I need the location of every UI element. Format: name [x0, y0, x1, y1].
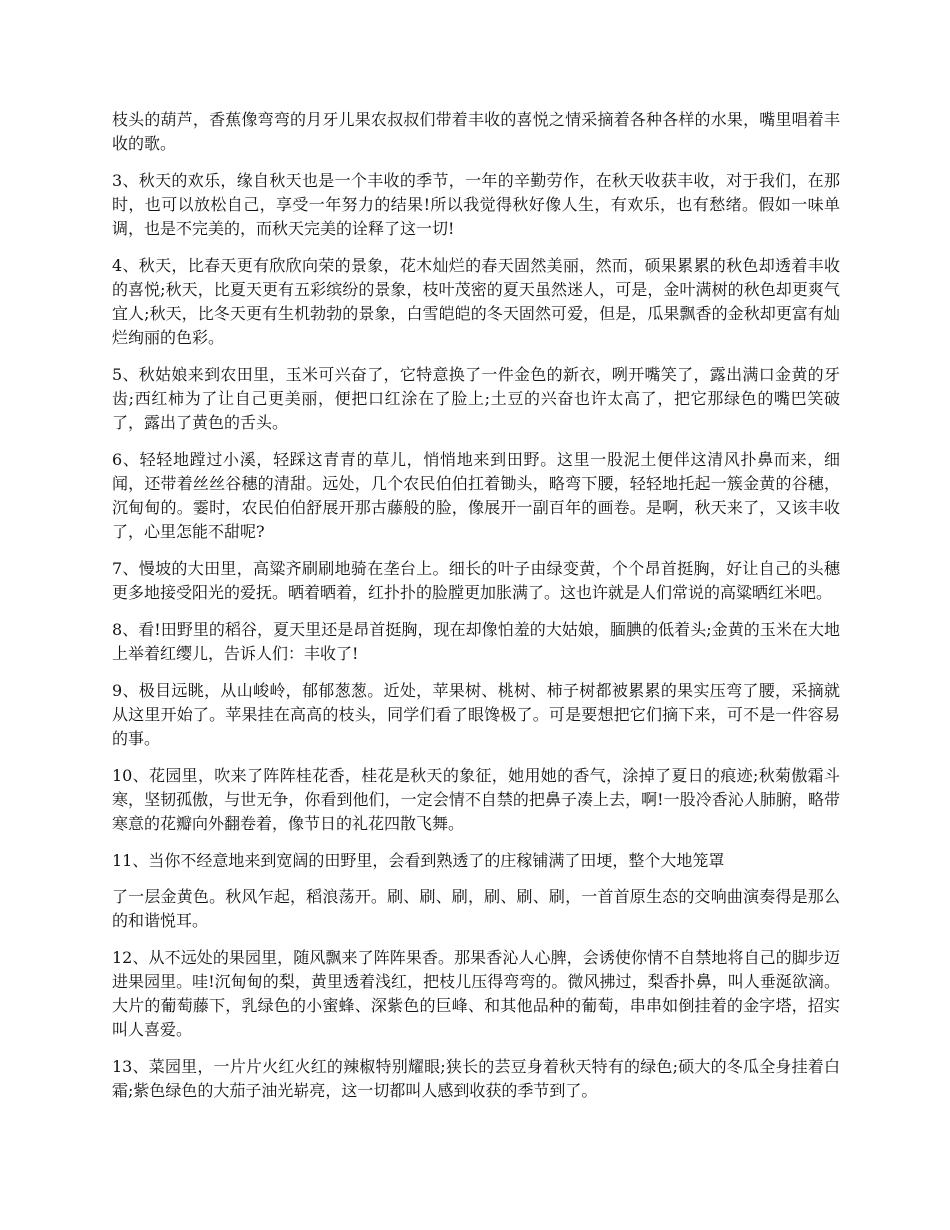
paragraph-12: 12、从不远处的果园里，随风飘来了阵阵果香。那果香沁人心脾，会诱使你情不自禁地将自己的脚步迈进果园里。哇!沉甸甸的梨，黄里透着浅红，把枝儿压得弯弯的。微风拂过，梨香扑鼻，叫人垂涎欲滴。大片的葡萄藤下，乳绿色的小蜜蜂、深紫色的巨峰、和其他品种的葡萄，串串如倒挂着的金字塔，招实叫人喜爱。: [112, 948, 840, 1039]
paragraph-4: 4、秋天，比春天更有欣欣向荣的景象，花木灿烂的春天固然美丽，然而，硕果累累的秋色却透着丰收的喜悦;秋天，比夏天更有五彩缤纷的景象，枝叶茂密的夏天虽然迷人，可是，金叶满树的秋色却更爽气宜人;秋天，比冬天更有生机勃勃的景象，白雪皑皑的冬天固然可爱，但是，瓜果飘香的金秋却更富有灿烂绚丽的色彩。: [112, 256, 840, 347]
paragraph-6: 6、轻轻地蹚过小溪，轻踩这青青的草儿，悄悄地来到田野。这里一股泥土便伴这清风扑鼻而来，细闻，还带着丝丝谷穗的清甜。远处，几个农民伯伯扛着锄头，略弯下腰，轻轻地托起一簇金黄的谷穗，沉甸甸的。霎时，农民伯伯舒展开那古藤般的脸，像展开一副百年的画卷。是啊，秋天来了，又该丰收了，心里怎能不甜呢?: [112, 450, 840, 541]
paragraph-8: 8、看!田野里的稻谷，夏天里还是昂首挺胸，现在却像怕羞的大姑娘，腼腆的低着头;金黄的玉米在大地上举着红缨儿，告诉人们：丰收了!: [112, 620, 840, 663]
paragraph-11-first-line: 11、当你不经意地来到宽阔的田野里，会看到熟透了的庄稼铺满了田埂，整个大地笼罩: [112, 851, 725, 870]
paragraph-5: 5、秋姑娘来到农田里，玉米可兴奋了，它特意换了一件金色的新衣，咧开嘴笑了，露出满口金黄的牙齿;西红柿为了让自己更美丽，便把口红涂在了脸上;土豆的兴奋也许太高了，把它那绿色的嘴巴笑破了，露出了黄色的舌头。: [112, 365, 840, 432]
paragraph-continuation: 枝头的葫芦，香蕉像弯弯的月牙儿果农叔叔们带着丰收的喜悦之情采摘着各种各样的水果，嘴里唱着丰收的歌。: [112, 110, 840, 153]
paragraph-3: 3、秋天的欢乐，缘自秋天也是一个丰收的季节，一年的辛勤劳作，在秋天收获丰收，对于我们，在那时，也可以放松自己，享受一年努力的结果!所以我觉得秋好像人生，有欢乐，也有愁绪。假如一味单调，也是不完美的，而秋天完美的诠释了这一切!: [112, 171, 840, 238]
document-page: [112, 108, 840, 1116]
paragraph-7: 7、慢坡的大田里，高粱齐刷刷地骑在垄台上。细长的叶子由绿变黄，个个昂首挺胸，好让自己的头穗更多地接受阳光的爱抚。晒着晒着，红扑扑的脸膛更加胀满了。这也许就是人们常说的高粱晒红米吧。: [112, 559, 840, 602]
paragraph-9: 9、极目远眺，从山峻岭，郁郁葱葱。近处，苹果树、桃树、柿子树都被累累的果实压弯了腰，采摘就从这里开始了。苹果挂在高高的枝头，同学们看了眼馋极了。可是要想把它们摘下来，可不是一件容易的事。: [112, 681, 840, 748]
paragraph-13: 13、菜园里，一片片火红火红的辣椒特别耀眼;狭长的芸豆身着秋天特有的绿色;硕大的冬瓜全身挂着白霜;紫色绿色的大茄子油光崭亮，这一切都叫人感到收获的季节到了。: [112, 1057, 840, 1100]
paragraph-11-continued: 了一层金黄色。秋风乍起，稻浪荡开。刷、刷、刷，刷、刷、刷，一首首原生态的交响曲演奏得是那么的和谐悦耳。: [112, 887, 840, 930]
paragraph-10: 10、花园里，吹来了阵阵桂花香，桂花是秋天的象征，她用她的香气，涂掉了夏日的痕迹;秋菊傲霜斗寒，坚韧孤傲，与世无争，你看到他们，一定会情不自禁的把鼻子凑上去，啊!一股冷香沁人肺腑，略带寒意的花瓣向外翻卷着，像节日的礼花四散飞舞。: [112, 766, 840, 833]
